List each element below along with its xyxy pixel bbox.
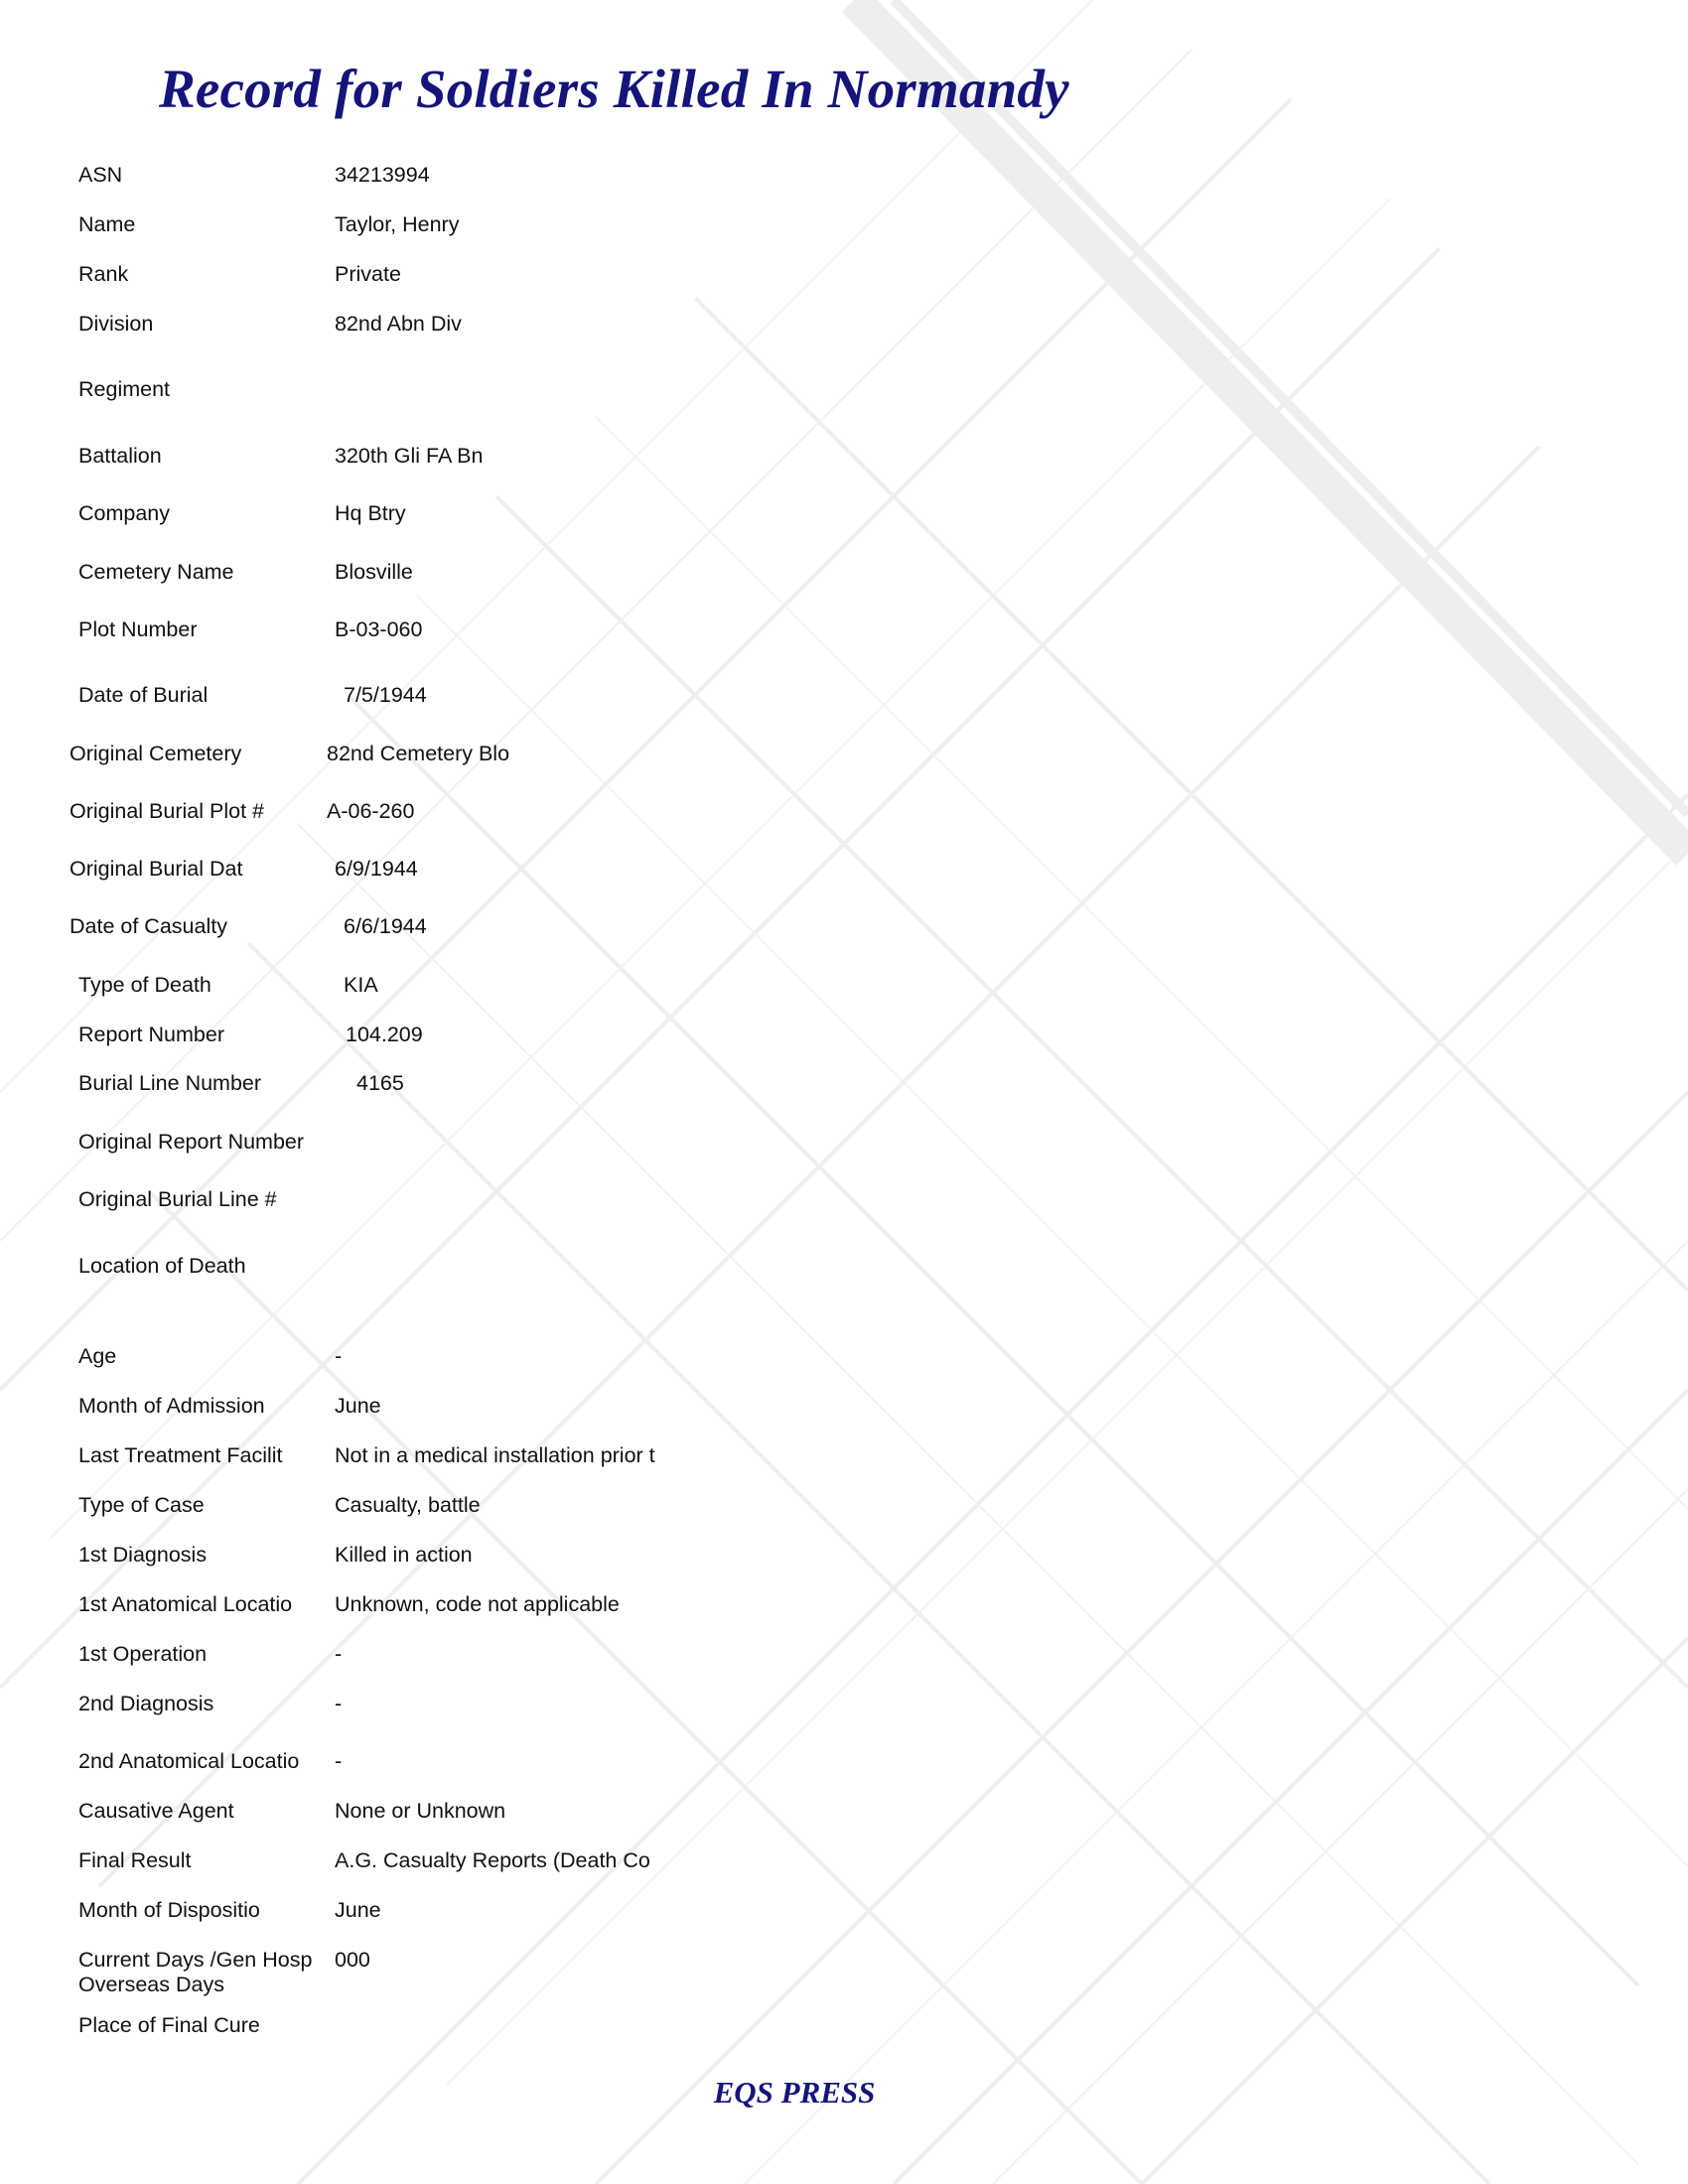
record-row-causative-agent bbox=[0, 1799, 1688, 1829]
field-value: Killed in action bbox=[335, 1543, 473, 1567]
record-row-plot-number bbox=[0, 617, 1688, 647]
field-label: Type of Case bbox=[78, 1493, 205, 1517]
field-value: 6/6/1944 bbox=[344, 914, 427, 938]
field-label: Rank bbox=[78, 262, 129, 286]
record-row-month-of-admission bbox=[0, 1394, 1688, 1424]
record-row-2nd-diagnosis bbox=[0, 1692, 1688, 1721]
record-row-regiment bbox=[0, 377, 1688, 407]
record-row-1st-operation bbox=[0, 1642, 1688, 1672]
record-row-original-burial-date bbox=[0, 857, 1688, 887]
field-label: Regiment bbox=[78, 377, 171, 401]
field-label: 2nd Anatomical Locatio bbox=[78, 1749, 300, 1773]
field-value: June bbox=[335, 1394, 381, 1418]
field-label: Date of Burial bbox=[78, 683, 209, 707]
record-row-asn bbox=[0, 163, 1688, 193]
field-label: Date of Casualty bbox=[70, 914, 227, 938]
field-value: Casualty, battle bbox=[335, 1493, 481, 1517]
record-row-location-of-death bbox=[0, 1254, 1688, 1284]
record-row-final-result bbox=[0, 1848, 1688, 1878]
field-value: - bbox=[335, 1692, 343, 1715]
record-row-report-number bbox=[0, 1023, 1688, 1052]
field-label: Division bbox=[78, 312, 154, 336]
field-label: Original Burial Dat bbox=[70, 857, 243, 881]
document-title: Record for Soldiers Killed In Normandy bbox=[159, 59, 1069, 119]
record-row-original-burial-line bbox=[0, 1187, 1688, 1217]
record-row-current-days bbox=[0, 1948, 1688, 2003]
field-label: ASN bbox=[78, 163, 123, 187]
record-row-date-of-casualty bbox=[0, 914, 1688, 944]
record-row-date-of-burial bbox=[0, 683, 1688, 713]
field-label: Original Burial Plot # bbox=[70, 799, 264, 823]
field-label: Final Result bbox=[78, 1848, 192, 1872]
field-value: None or Unknown bbox=[335, 1799, 506, 1823]
field-value: 6/9/1944 bbox=[335, 857, 418, 881]
field-label: 1st Operation bbox=[78, 1642, 208, 1666]
record-row-month-of-disposition bbox=[0, 1898, 1688, 1928]
field-value: 82nd Cemetery Blo bbox=[327, 742, 510, 765]
field-label: 1st Anatomical Locatio bbox=[78, 1592, 293, 1616]
field-value: 4165 bbox=[356, 1071, 404, 1095]
field-label: Original Report Number bbox=[78, 1130, 305, 1154]
field-value: Private bbox=[335, 262, 401, 286]
field-label: Current Days /Gen Hosp Overseas Days bbox=[78, 1948, 313, 1996]
field-value: B-03-060 bbox=[335, 617, 423, 641]
field-label: Month of Admission bbox=[78, 1394, 265, 1418]
field-label: Causative Agent bbox=[78, 1799, 234, 1823]
record-row-type-of-case bbox=[0, 1493, 1688, 1523]
field-label: Burial Line Number bbox=[78, 1071, 262, 1095]
field-value: Not in a medical installation prior t bbox=[335, 1443, 655, 1467]
field-label: Month of Dispositio bbox=[78, 1898, 260, 1922]
field-label: Company bbox=[78, 501, 171, 525]
record-row-1st-diagnosis bbox=[0, 1543, 1688, 1572]
record-row-last-treatment-facility bbox=[0, 1443, 1688, 1473]
field-label: Original Burial Line # bbox=[78, 1187, 277, 1211]
publisher-footer: EQS PRESS bbox=[713, 2075, 876, 2110]
field-label: Location of Death bbox=[78, 1254, 246, 1278]
field-value: 82nd Abn Div bbox=[335, 312, 462, 336]
field-label: Cemetery Name bbox=[78, 560, 234, 584]
field-value: - bbox=[335, 1749, 343, 1773]
record-row-1st-anatomical-location bbox=[0, 1592, 1688, 1622]
field-value: Unknown, code not applicable bbox=[335, 1592, 620, 1616]
field-label: Place of Final Cure bbox=[78, 2013, 260, 2037]
field-value: - bbox=[335, 1344, 343, 1368]
field-value: A.G. Casualty Reports (Death Co bbox=[335, 1848, 650, 1872]
field-value: Taylor, Henry bbox=[335, 212, 460, 236]
record-row-burial-line-number bbox=[0, 1071, 1688, 1101]
field-value: - bbox=[335, 1642, 343, 1666]
field-value: A-06-260 bbox=[327, 799, 415, 823]
field-value: 34213994 bbox=[335, 163, 430, 187]
field-label: Report Number bbox=[78, 1023, 224, 1046]
record-row-rank bbox=[0, 262, 1688, 292]
field-value: 320th Gli FA Bn bbox=[335, 444, 484, 468]
record-row-name bbox=[0, 212, 1688, 242]
record-row-original-cemetery bbox=[0, 742, 1688, 771]
field-label: Name bbox=[78, 212, 136, 236]
record-row-company bbox=[0, 501, 1688, 531]
field-value: Blosville bbox=[335, 560, 413, 584]
field-value: KIA bbox=[344, 973, 378, 997]
field-label: Plot Number bbox=[78, 617, 198, 641]
field-value: June bbox=[335, 1898, 381, 1922]
field-value: 104.209 bbox=[346, 1023, 423, 1046]
record-row-2nd-anatomical-location bbox=[0, 1749, 1688, 1779]
field-label: 2nd Diagnosis bbox=[78, 1692, 214, 1715]
record-row-battalion bbox=[0, 444, 1688, 474]
field-label: Type of Death bbox=[78, 973, 211, 997]
field-label: Age bbox=[78, 1344, 117, 1368]
record-row-type-of-death bbox=[0, 973, 1688, 1003]
field-value: Hq Btry bbox=[335, 501, 406, 525]
field-value: 7/5/1944 bbox=[344, 683, 427, 707]
record-row-place-of-final-cure bbox=[0, 2013, 1688, 2043]
field-label: Battalion bbox=[78, 444, 162, 468]
record-row-cemetery-name bbox=[0, 560, 1688, 590]
field-label: Last Treatment Facilit bbox=[78, 1443, 283, 1467]
record-row-age bbox=[0, 1344, 1688, 1374]
record-row-original-report-number bbox=[0, 1130, 1688, 1160]
field-value: 000 bbox=[335, 1948, 370, 1972]
record-row-original-burial-plot bbox=[0, 799, 1688, 829]
record-row-division bbox=[0, 312, 1688, 341]
field-label: Original Cemetery bbox=[70, 742, 242, 765]
field-label: 1st Diagnosis bbox=[78, 1543, 208, 1567]
